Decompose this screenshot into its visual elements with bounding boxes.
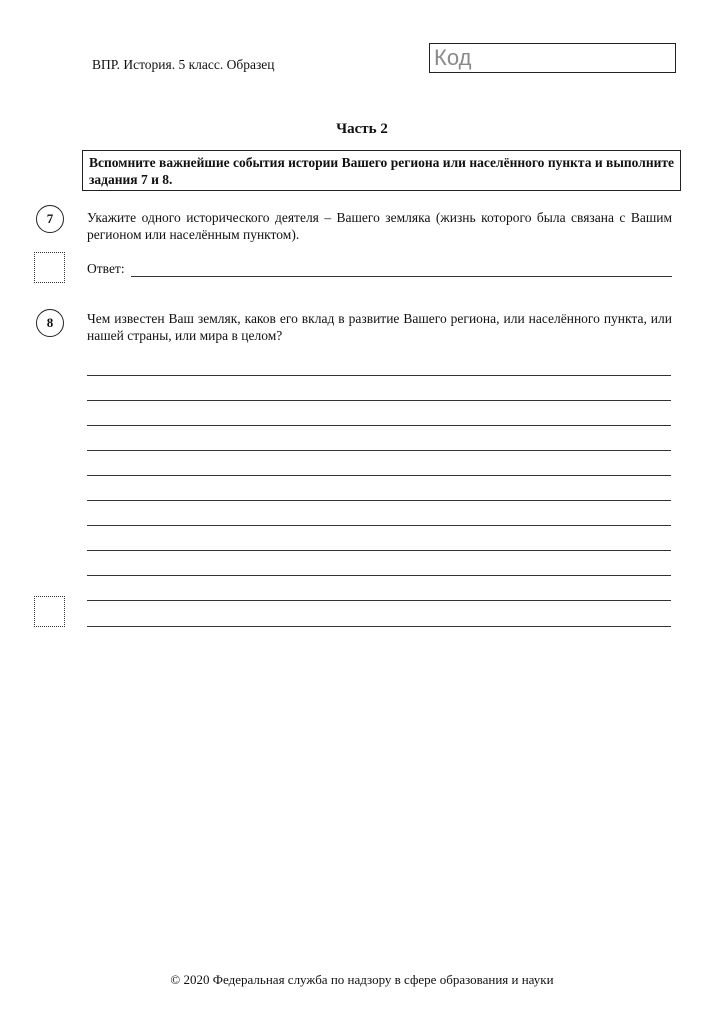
- task-8-answer-line[interactable]: [87, 375, 671, 376]
- task-8-answer-line[interactable]: [87, 400, 671, 401]
- task-7-answer-field[interactable]: [131, 262, 672, 277]
- task-7-number: 7: [36, 205, 64, 233]
- task-8-answer-line[interactable]: [87, 600, 671, 601]
- task-7-text: Укажите одного исторического деятеля – Вашего земляка (жизнь которого была связана с Вашим регионом или населённым пунктом).: [87, 210, 672, 242]
- task-8-answer-line[interactable]: [87, 626, 671, 627]
- footer-copyright: © 2020 Федеральная служба по надзору в сфере образования и науки: [170, 972, 554, 987]
- task-7-answer-label: Ответ:: [87, 261, 125, 276]
- task-7-answer-row: [87, 259, 672, 277]
- document-header-title: ВПР. История. 5 класс. Образец: [92, 57, 275, 72]
- task-8-answer-line[interactable]: [87, 550, 671, 551]
- task-8-score-box: [34, 596, 65, 627]
- part-title: Часть 2: [336, 121, 388, 137]
- code-field[interactable]: Код: [429, 43, 676, 73]
- task-8-answer-line[interactable]: [87, 450, 671, 451]
- task-8-answer-line[interactable]: [87, 525, 671, 526]
- task-8-text: Чем известен Ваш земляк, каков его вклад в развитие Вашего региона, или населённого пункта, или нашей страны, или мира в целом?: [87, 311, 672, 343]
- task-8-answer-line[interactable]: [87, 500, 671, 501]
- task-8-number: 8: [36, 309, 64, 337]
- task-8-answer-line[interactable]: [87, 475, 671, 476]
- task-7-score-box: [34, 252, 65, 283]
- instruction-box: Вспомните важнейшие события истории Вашего региона или населённого пункта и выполните задания 7 и 8.: [82, 150, 681, 191]
- task-8-answer-line[interactable]: [87, 425, 671, 426]
- task-8-answer-line[interactable]: [87, 575, 671, 576]
